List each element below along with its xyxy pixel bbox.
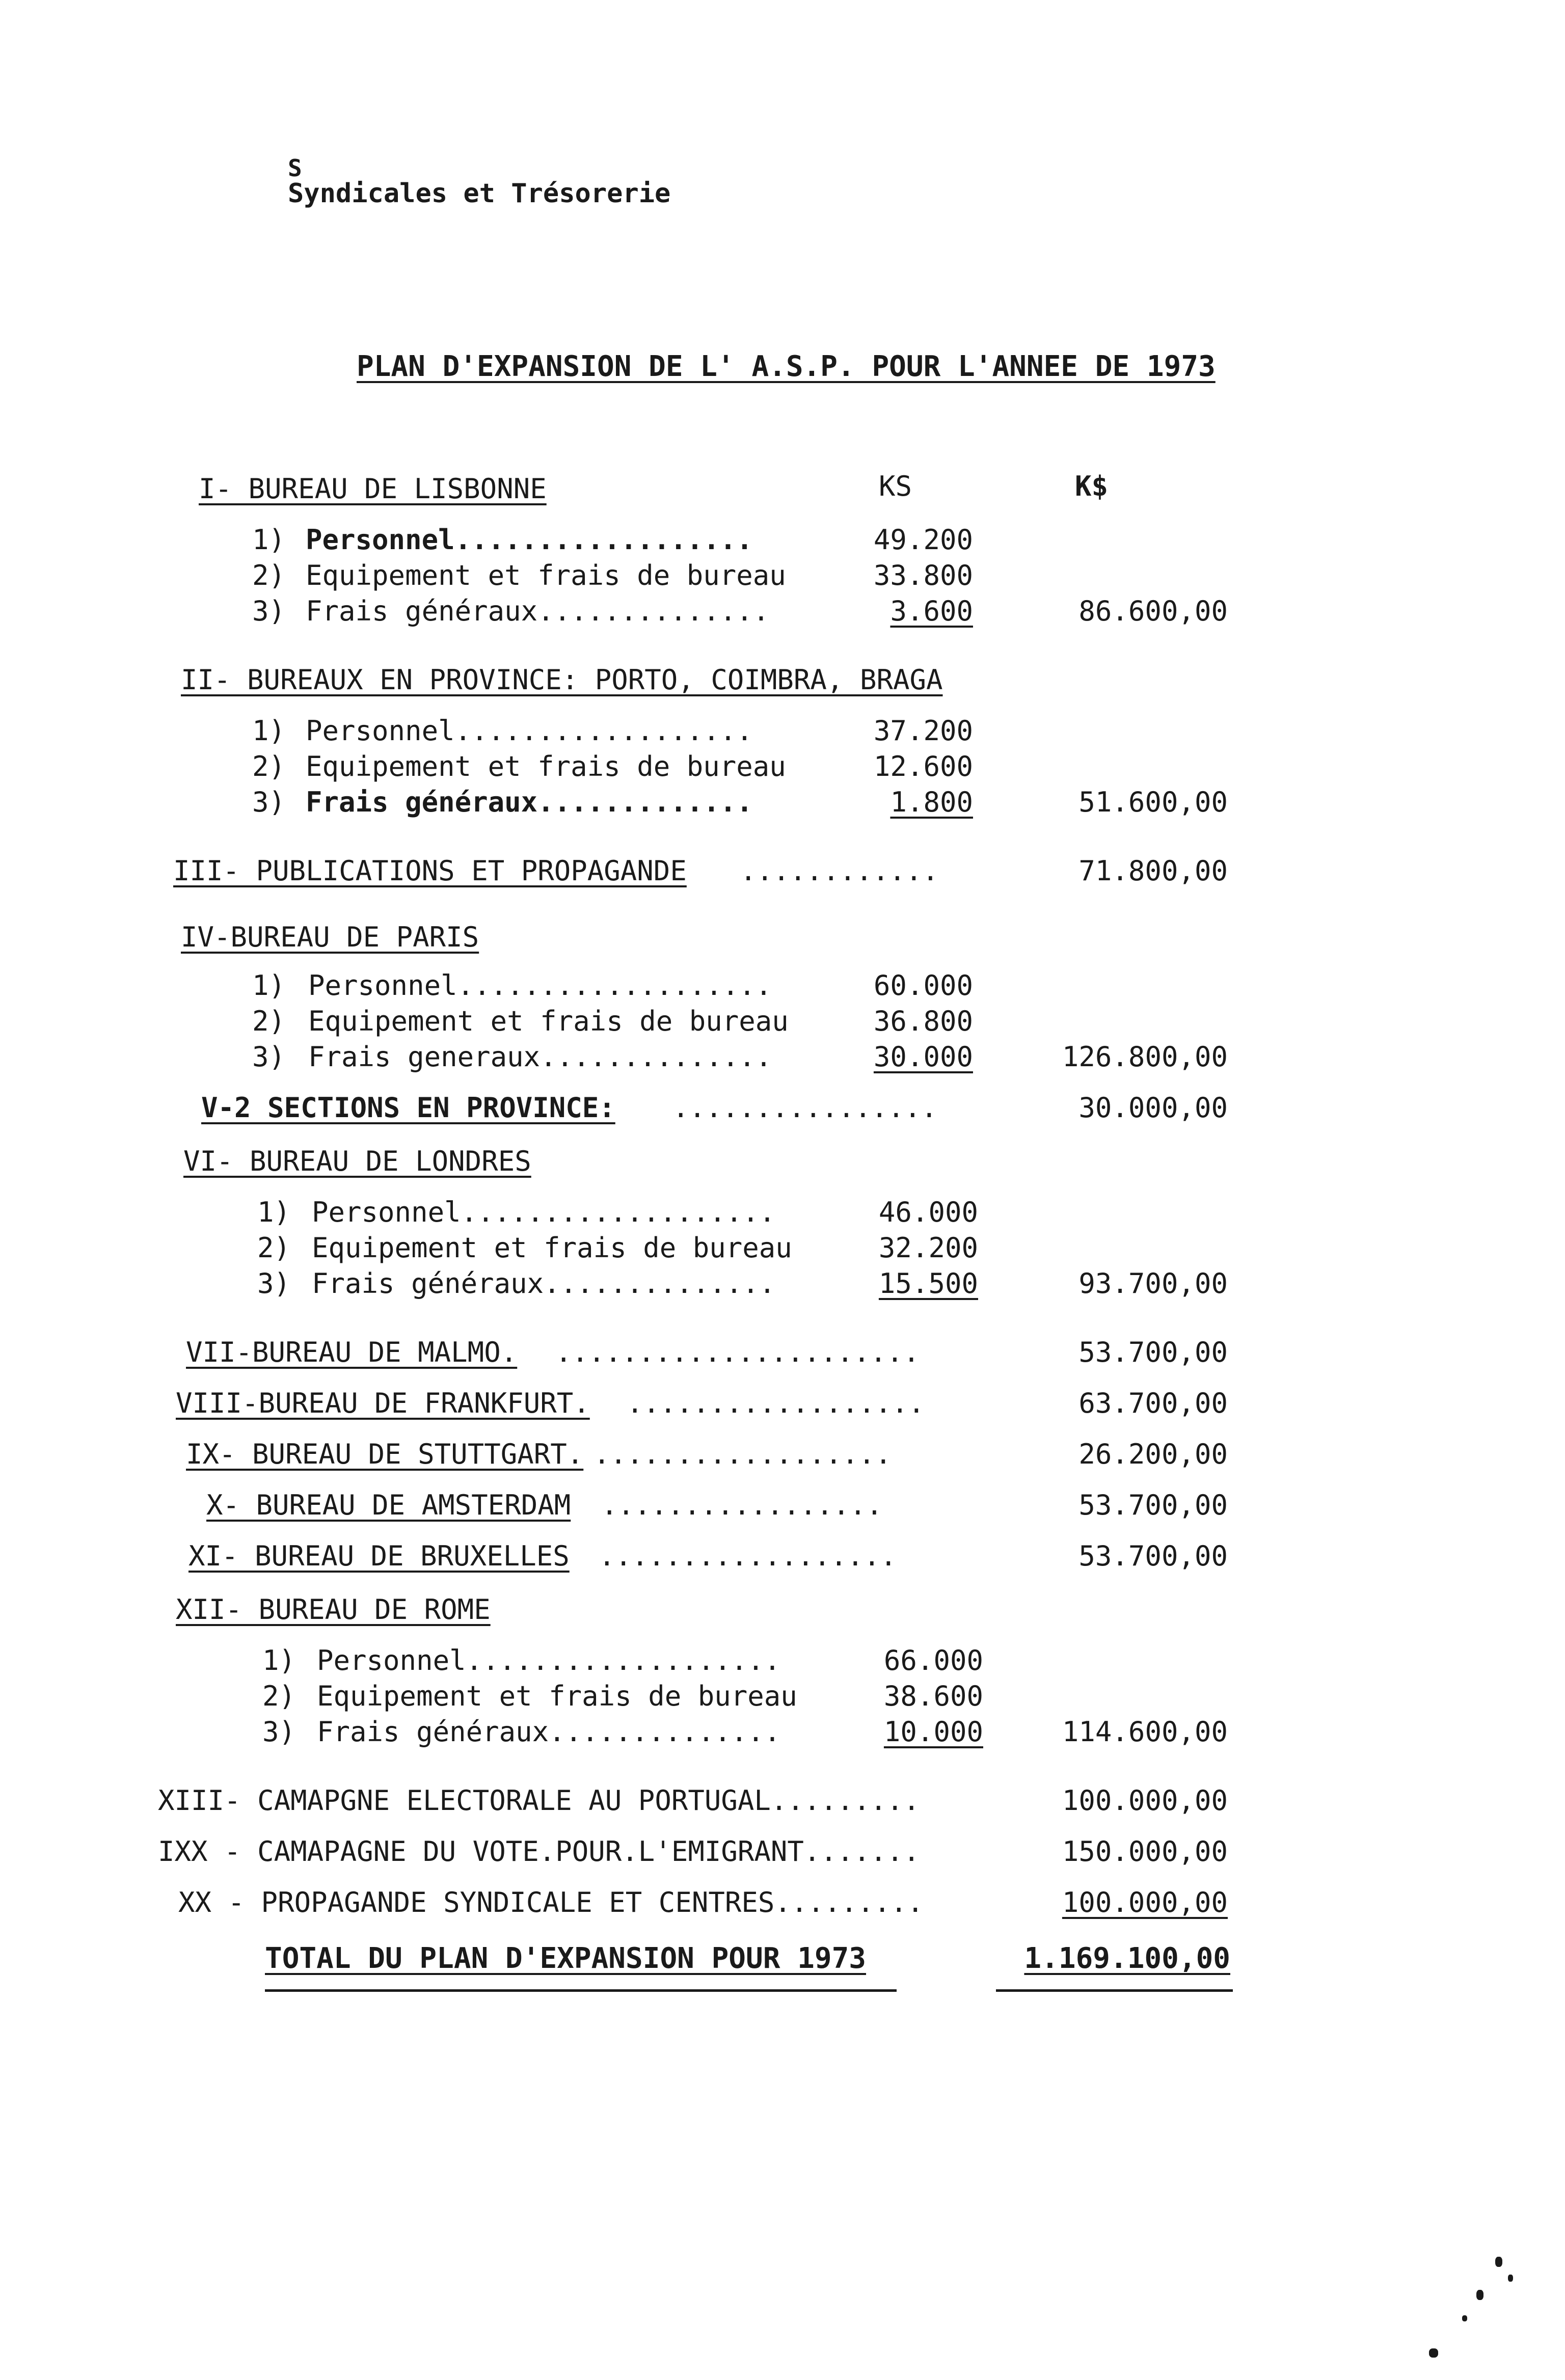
section-total: 114.600,00 bbox=[1062, 1716, 1228, 1748]
item-number: 1) bbox=[252, 524, 286, 556]
item-amount: 3.600 bbox=[890, 595, 973, 627]
item-number: 2) bbox=[262, 1680, 296, 1712]
section-total: 150.000,00 bbox=[1062, 1835, 1228, 1868]
item-amount: 30.000 bbox=[873, 1041, 973, 1073]
ink-speck bbox=[1429, 2348, 1438, 2358]
section-heading: VI- BUREAU DE LONDRES bbox=[183, 1145, 531, 1177]
item-amount: 32.200 bbox=[878, 1232, 978, 1264]
section-heading: II- BUREAUX EN PROVINCE: PORTO, COIMBRA, BRAGA bbox=[181, 664, 943, 696]
item-number: 2) bbox=[257, 1232, 291, 1264]
section-heading: V-2 SECTIONS EN PROVINCE: bbox=[201, 1092, 615, 1124]
section-heading: VII-BUREAU DE MALMO. bbox=[186, 1336, 518, 1368]
section-heading: IV-BUREAU DE PARIS bbox=[181, 921, 479, 953]
item-label: Equipement et frais de bureau bbox=[306, 559, 786, 591]
section-total: 86.600,00 bbox=[1078, 595, 1228, 627]
section-heading: XII- BUREAU DE ROME bbox=[176, 1593, 491, 1626]
item-label: Frais généraux.............. bbox=[317, 1716, 781, 1748]
ink-speck bbox=[1476, 2290, 1483, 2300]
item-number: 3) bbox=[262, 1716, 296, 1748]
ink-speck bbox=[1508, 2275, 1513, 2282]
item-label: Personnel.................. bbox=[306, 715, 753, 747]
item-amount: 15.500 bbox=[878, 1267, 978, 1300]
dot-leader: ............ bbox=[723, 855, 939, 887]
dot-leader: ................. bbox=[601, 1489, 883, 1521]
currency-header-kd: K$ bbox=[1075, 470, 1109, 502]
item-number: 1) bbox=[257, 1196, 291, 1228]
item-label: Frais généraux............. bbox=[306, 786, 753, 818]
section-heading: X- BUREAU DE AMSTERDAM bbox=[206, 1489, 571, 1521]
item-label: Frais generaux.............. bbox=[308, 1041, 772, 1073]
section-heading: III- PUBLICATIONS ET PROPAGANDE bbox=[173, 855, 687, 887]
section-total: 100.000,00 bbox=[1062, 1784, 1228, 1817]
section-heading: VIII-BUREAU DE FRANKFURT. bbox=[176, 1387, 590, 1419]
section-total: 100.000,00 bbox=[1062, 1886, 1228, 1918]
item-amount: 12.600 bbox=[873, 750, 973, 782]
section-heading: XI- BUREAU DE BRUXELLES bbox=[188, 1540, 570, 1572]
item-amount: 1.800 bbox=[890, 786, 973, 818]
section-total: 71.800,00 bbox=[1078, 855, 1228, 887]
dot-leader: ................ bbox=[672, 1092, 938, 1124]
item-label: Equipement et frais de bureau bbox=[317, 1680, 797, 1712]
section-heading: IX- BUREAU DE STUTTGART. bbox=[186, 1438, 584, 1470]
item-amount: 66.000 bbox=[883, 1644, 983, 1676]
section-total: 53.700,00 bbox=[1078, 1336, 1228, 1368]
item-label: Personnel................... bbox=[317, 1644, 781, 1676]
item-number: 1) bbox=[252, 969, 286, 1002]
section-total: 53.700,00 bbox=[1078, 1489, 1228, 1521]
item-number: 2) bbox=[252, 1005, 286, 1037]
item-label: Personnel................... bbox=[308, 969, 772, 1002]
item-label: Equipement et frais de bureau bbox=[312, 1232, 792, 1264]
item-label: Frais généraux.............. bbox=[306, 595, 770, 627]
item-label: Personnel.................. bbox=[306, 524, 753, 556]
section-total: 30.000,00 bbox=[1078, 1092, 1228, 1124]
item-number: 3) bbox=[257, 1267, 291, 1300]
item-number: 1) bbox=[252, 715, 286, 747]
line-item-label: XX - PROPAGANDE SYNDICALE ET CENTRES......... bbox=[178, 1886, 924, 1918]
item-label: Equipement et frais de bureau bbox=[308, 1005, 789, 1037]
line-item-label: XIII- CAMAPGNE ELECTORALE AU PORTUGAL......... bbox=[158, 1784, 920, 1817]
section-heading: I- BUREAU DE LISBONNE bbox=[199, 473, 547, 505]
item-number: 3) bbox=[252, 595, 286, 627]
dot-leader: .................. bbox=[599, 1540, 897, 1572]
line-item-label: IXX - CAMAPAGNE DU VOTE.POUR.L'EMIGRANT....... bbox=[158, 1835, 920, 1868]
item-number: 3) bbox=[252, 786, 286, 818]
currency-header-ks: KS bbox=[879, 470, 912, 502]
item-amount: 60.000 bbox=[873, 969, 973, 1002]
department-header: Syndicales et Trésorerie bbox=[288, 178, 671, 209]
item-number: 1) bbox=[262, 1644, 296, 1676]
item-number: 3) bbox=[252, 1041, 286, 1073]
item-amount: 38.600 bbox=[883, 1680, 983, 1712]
item-number: 2) bbox=[252, 559, 286, 591]
item-amount: 10.000 bbox=[883, 1716, 983, 1748]
item-amount: 33.800 bbox=[873, 559, 973, 591]
section-total: 63.700,00 bbox=[1078, 1387, 1228, 1419]
section-total: 26.200,00 bbox=[1078, 1438, 1228, 1470]
header-superscript: S bbox=[288, 154, 302, 182]
section-total: 126.800,00 bbox=[1062, 1041, 1228, 1073]
grand-total-amount: 1.169.100,00 bbox=[1024, 1942, 1230, 1975]
dot-leader: .................. bbox=[593, 1438, 892, 1470]
dot-leader: .................. bbox=[627, 1387, 925, 1419]
grand-total-double-rule bbox=[265, 1989, 897, 1992]
ink-speck bbox=[1462, 2315, 1467, 2321]
item-amount: 46.000 bbox=[878, 1196, 978, 1228]
dot-leader: ...................... bbox=[555, 1336, 920, 1368]
section-total: 93.700,00 bbox=[1078, 1267, 1228, 1300]
item-label: Personnel................... bbox=[312, 1196, 776, 1228]
item-number: 2) bbox=[252, 750, 286, 782]
ink-speck bbox=[1495, 2257, 1502, 2267]
item-amount: 37.200 bbox=[873, 715, 973, 747]
document-title: PLAN D'EXPANSION DE L' A.S.P. POUR L'ANNEE DE 1973 bbox=[357, 350, 1216, 383]
item-label: Frais généraux.............. bbox=[312, 1267, 776, 1300]
grand-total-double-rule bbox=[996, 1989, 1233, 1992]
grand-total-label: TOTAL DU PLAN D'EXPANSION POUR 1973 bbox=[265, 1942, 867, 1975]
section-total: 53.700,00 bbox=[1078, 1540, 1228, 1572]
item-amount: 36.800 bbox=[873, 1005, 973, 1037]
section-total: 51.600,00 bbox=[1078, 786, 1228, 818]
item-label: Equipement et frais de bureau bbox=[306, 750, 786, 782]
item-amount: 49.200 bbox=[873, 524, 973, 556]
